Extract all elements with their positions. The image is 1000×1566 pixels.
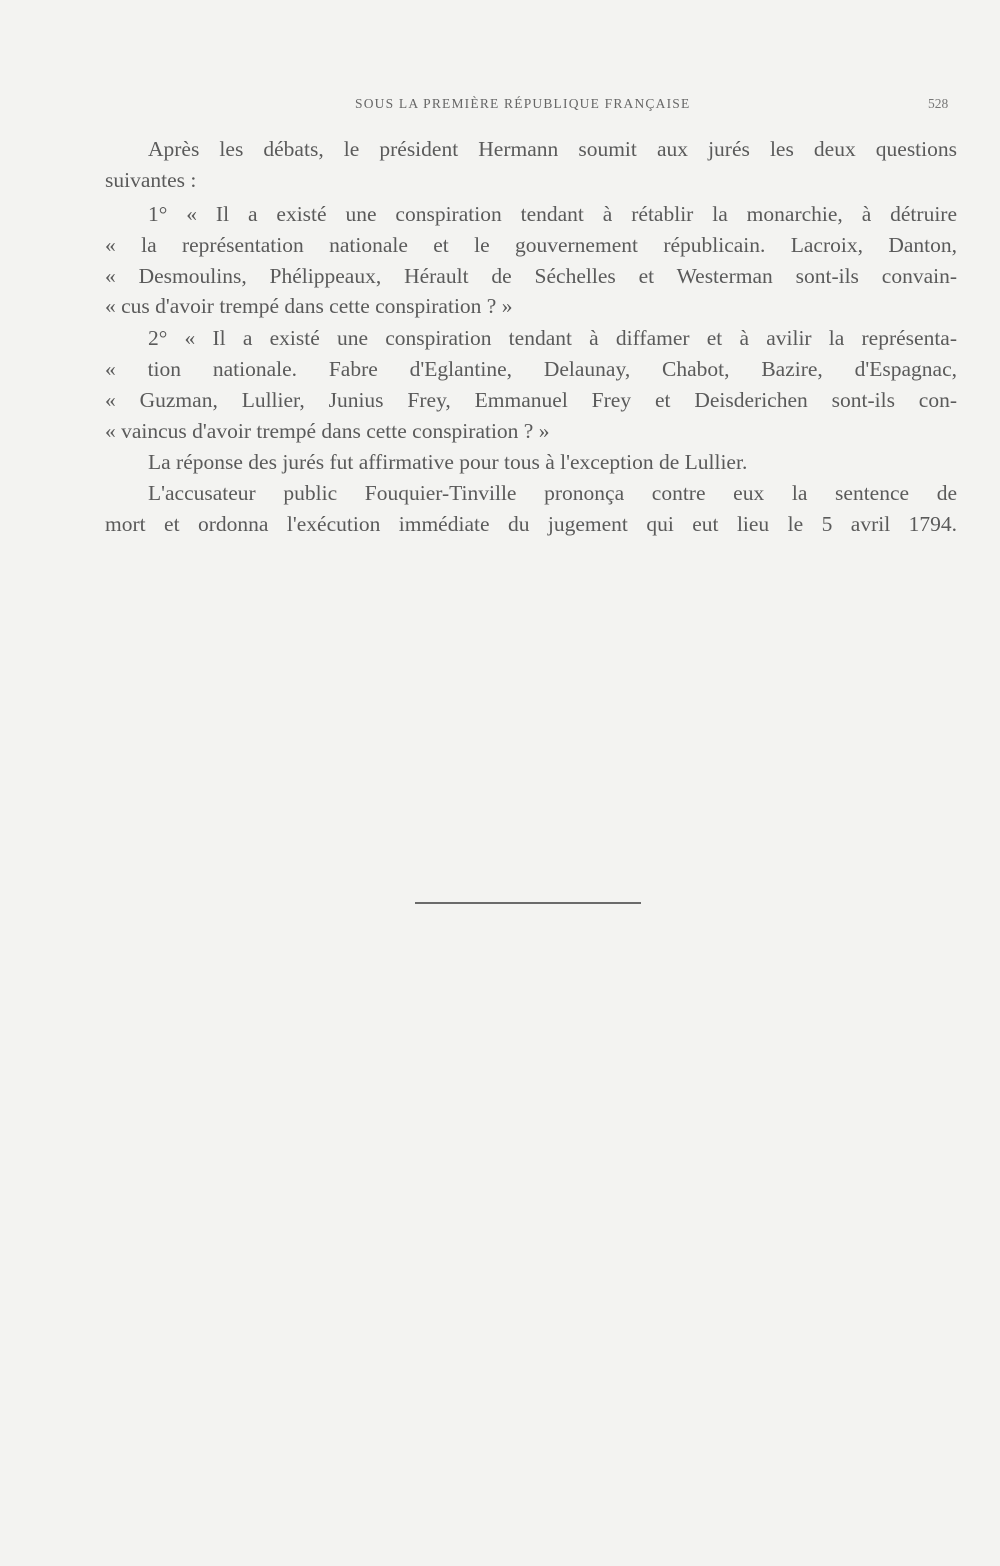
- running-head: SOUS LA PREMIÈRE RÉPUBLIQUE FRANÇAISE: [355, 96, 691, 111]
- text-line-1: Après les débats, le président Hermann soumit aux jurés les deux questions: [148, 137, 957, 161]
- text-line-12: L'accusateur public Fouquier-Tinville prononça contre eux la sentence de: [148, 481, 957, 505]
- text-line-2: suivantes :: [105, 168, 197, 192]
- end-rule: [415, 902, 641, 904]
- text-line-6: « cus d'avoir trempé dans cette conspiration ? »: [105, 294, 513, 318]
- text-line-8: « tion nationale. Fabre d'Eglantine, Delaunay, Chabot, Bazire, d'Espagnac,: [105, 357, 957, 381]
- text-line-13: mort et ordonna l'exécution immédiate du jugement qui eut lieu le 5 avril 1794.: [105, 512, 957, 536]
- text-line-3: 1° « Il a existé une conspiration tendant à rétablir la monarchie, à détruire: [148, 202, 957, 226]
- text-line-11: La réponse des jurés fut affirmative pour tous à l'exception de Lullier.: [148, 450, 748, 474]
- text-line-9: « Guzman, Lullier, Junius Frey, Emmanuel Frey et Deisderichen sont-ils con-: [105, 388, 957, 412]
- text-line-10: « vaincus d'avoir trempé dans cette conspiration ? »: [105, 419, 550, 443]
- text-line-7: 2° « Il a existé une conspiration tendant à diffamer et à avilir la représenta-: [148, 326, 957, 350]
- text-line-5: « Desmoulins, Phélippeaux, Hérault de Séchelles et Westerman sont-ils convain-: [105, 264, 957, 288]
- text-line-4: « la représentation nationale et le gouvernement républicain. Lacroix, Danton,: [105, 233, 957, 257]
- page-number: 528: [928, 96, 949, 111]
